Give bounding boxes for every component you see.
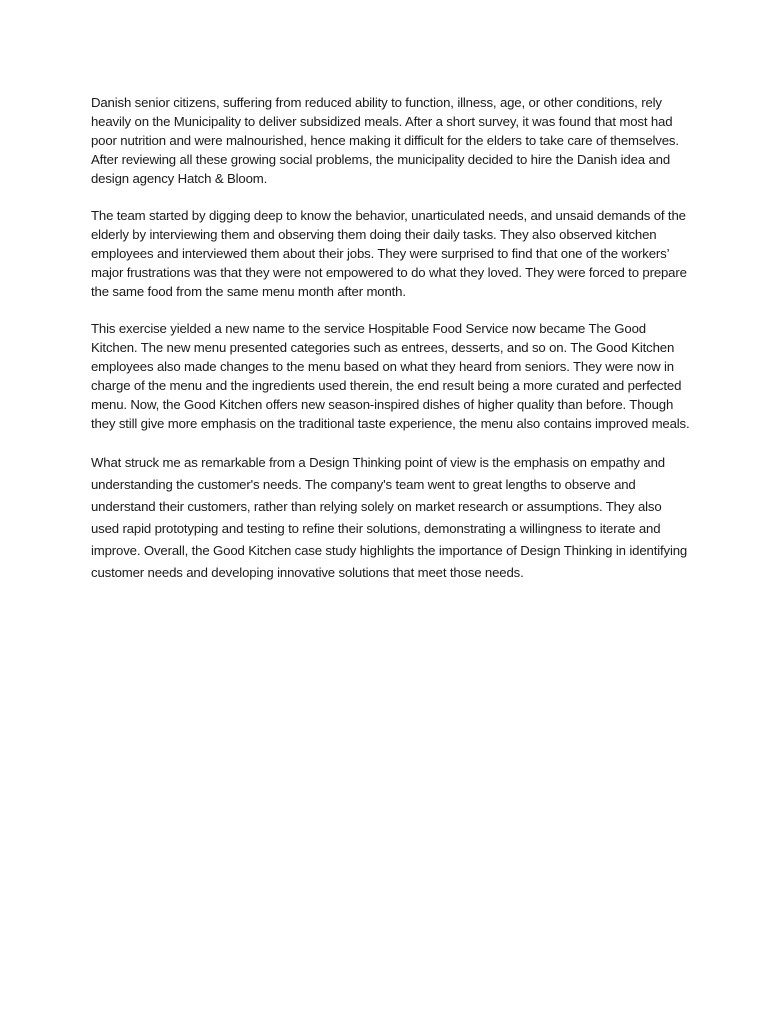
document-body [91,93,691,584]
paragraph-1: Danish senior citizens, suffering from reduced ability to function, illness, age, or other conditions, rely heavily on the Municipality to deliver subsidized meals. After a short survey, it was found that most had poor nutrition and were malnourished, hence making it difficult for the elders to take care of themselves. After reviewing all these growing social problems, the municipality decided to hire the Danish idea and design agency Hatch & Bloom. [91,95,679,186]
paragraph-4: What struck me as remarkable from a Design Thinking point of view is the emphasis on empathy and understanding the customer's needs. The company's team went to great lengths to observe and understand their customers, rather than relying solely on market research or assumptions. They also used rapid prototyping and testing to refine their solutions, demonstrating a willingness to iterate and improve. Overall, the Good Kitchen case study highlights the importance of Design Thinking in identifying customer needs and developing innovative solutions that meet those needs. [91,455,688,580]
paragraph-2: The team started by digging deep to know the behavior, unarticulated needs, and unsaid demands of the elderly by interviewing them and observing them doing their daily tasks. They also observed kitchen employees and interviewed them about their jobs. They were surprised to find that one of the workers’ major frustrations was that they were not empowered to do what they loved. They were forced to prepare the same food from the same menu month after month. [91,208,687,299]
paragraph-3: This exercise yielded a new name to the service Hospitable Food Service now became The Good Kitchen. The new menu presented categories such as entrees, desserts, and so on. The Good Kitchen employees also made changes to the menu based on what they heard from seniors. They were now in charge of the menu and the ingredients used therein, the end result being a more curated and perfected menu. Now, the Good Kitchen offers new season-inspired dishes of higher quality than before. Though they still give more emphasis on the traditional taste experience, the menu also contains improved meals. [91,321,690,431]
